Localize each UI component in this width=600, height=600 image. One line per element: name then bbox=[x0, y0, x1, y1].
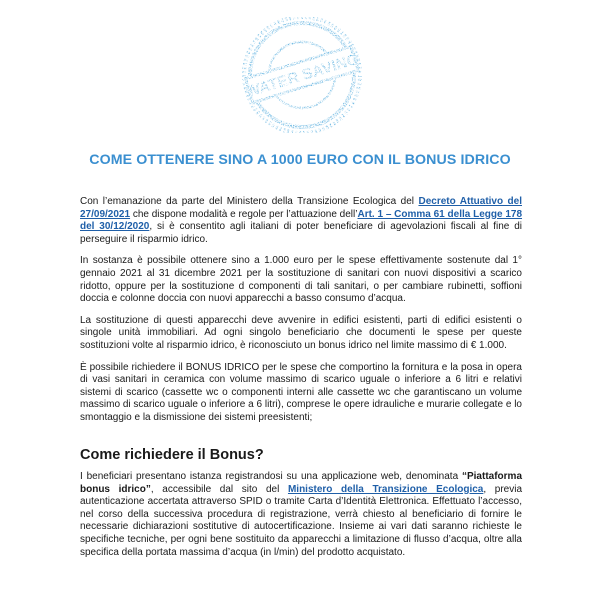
stamp-label: WATER SAVING bbox=[243, 50, 361, 102]
paragraph-expenses: È possibile richiedere il BONUS IDRICO per le spese che comportino la fornitura e la posa in opera di vasi sanitari in ceramica con volume massimo di scarico uguale o inferiore a 6 litri e relativi sistemi di scarico (cassette wc o componenti interni alle cassette wc che garantiscano un volume massimo di scarico uguale o inferiore a 6 litri), comprese le opere idrauliche e murarie collegate e lo smontaggio e la dismissione dei sistemi preesistenti; bbox=[80, 361, 522, 423]
text: I beneficiari presentano istanza registrandosi su una applicazione web, denominata bbox=[80, 471, 462, 483]
page-title: COME OTTENERE SINO A 1000 EURO CON IL BONUS IDRICO bbox=[89, 152, 511, 168]
paragraph-buildings: La sostituzione di questi apparecchi deve avvenire in edifici esistenti, parti di edifici esistenti o singole unità immobiliari. Ad ogni singolo beneficiario che documenti le spese per queste sostituzioni volte al risparmio idrico, è riconosciuto un bonus idrico nel limite massimo di € 1.000. bbox=[80, 314, 522, 351]
legge-178-link[interactable]: Art. 1 – Comma 61 della Legge 178 del 30/12/2020 bbox=[80, 208, 523, 233]
text: , previa autenticazione accertata attraverso SPID o tramite Carta d’Identità Elettronica. Effettuato l’accesso, nel corso della successiva procedura di registrazione, verrà chiesto al beneficiario di fornire le necessarie dichiarazioni sostitutive di autocertificazione. Insieme ai vari dati saranno richieste le specifiche tecniche, per ogni bene sostituito da apparecchi a limitazione di flusso d’acqua, oltre alla specifica della portata massima d’acqua (in l/min) del prodotto acquistato. bbox=[80, 483, 523, 558]
decreto-attuativo-link[interactable]: Decreto Attuativo del 27/09/2021 bbox=[80, 196, 522, 220]
text: , si è consentito agli italiani di poter beneficiare di agevolazioni fiscali al fine di perseguire il risparmio idrico. bbox=[80, 221, 522, 245]
article-body bbox=[80, 196, 522, 568]
intro-paragraph bbox=[80, 196, 522, 246]
text: , accessibile dal sito del bbox=[150, 483, 288, 495]
ministero-link[interactable]: Ministero della Transizione Ecologica bbox=[287, 483, 484, 495]
text: Con l’emanazione da parte del Ministero della Transizione Ecologica del bbox=[80, 196, 419, 207]
text: che dispone modalità e regole per l’attuazione dell’ bbox=[130, 208, 358, 220]
water-saving-stamp bbox=[237, 10, 367, 140]
paragraph-amount: In sostanza è possibile ottenere sino a 1.000 euro per le spese effettivamente sostenute dal 1° gennaio 2021 al 31 dicembre 2021 per la sostituzione di sanitari con nuovi dispositivi a scarico ridotto, oppure per la sostituzione d componenti di tali sanitari, o per cambiare rubinetti, soffioni doccia e colonne doccia con nuovi apparecchi a basso consumo d’acqua. bbox=[80, 255, 522, 305]
paragraph-how-to bbox=[80, 471, 522, 559]
platform-name: “Piattaforma bonus idrico” bbox=[80, 471, 522, 495]
section-heading: Come richiedere il Bonus? bbox=[80, 446, 264, 463]
